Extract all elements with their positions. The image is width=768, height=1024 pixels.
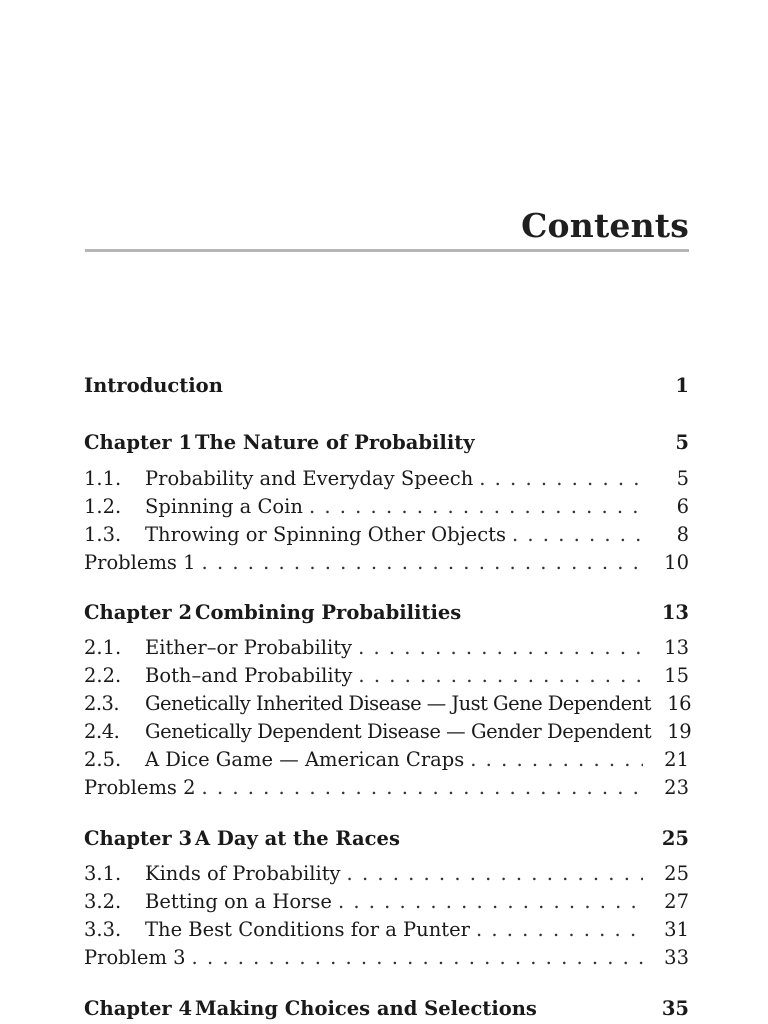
toc-section-2-2[interactable] [84, 664, 689, 690]
toc-problems-3[interactable] [84, 946, 689, 972]
dot-leader [470, 748, 643, 771]
chapter-label: Chapter 3 [84, 827, 193, 850]
dot-leader [358, 664, 643, 687]
problems-title: Problem 3 [84, 946, 186, 969]
chapter-title: Combining Probabilities [195, 601, 462, 624]
toc-chapter-4[interactable] [84, 997, 689, 1023]
section-title: Spinning a Coin [145, 495, 303, 518]
entry-page: 25 [664, 862, 689, 885]
toc-section-3-2[interactable] [84, 890, 689, 916]
entry-page: 8 [676, 523, 689, 546]
entry-page: 13 [664, 636, 689, 659]
section-number: 1.2. [84, 495, 122, 518]
entry-page: 5 [676, 467, 689, 490]
entry-page: 13 [661, 601, 689, 624]
section-title: Both–and Probability [145, 664, 353, 687]
section-title: Throwing or Spinning Other Objects [145, 523, 506, 546]
toc-section-3-3[interactable] [84, 918, 689, 944]
dot-leader [347, 862, 643, 885]
section-number: 1.3. [84, 523, 122, 546]
toc-problems-1[interactable] [84, 551, 689, 577]
toc-section-1-2[interactable] [84, 495, 689, 521]
entry-page: 5 [675, 431, 689, 454]
dot-leader [202, 551, 643, 574]
dot-leader [202, 776, 643, 799]
toc-problems-2[interactable] [84, 776, 689, 802]
section-number: 2.2. [84, 664, 122, 687]
chapter-title: Making Choices and Selections [195, 997, 537, 1020]
toc-chapter-1[interactable] [84, 431, 689, 457]
toc-section-3-1[interactable] [84, 862, 689, 888]
toc-section-1-1[interactable] [84, 467, 689, 493]
section-title: A Dice Game — American Craps [145, 748, 465, 771]
entry-page: 27 [664, 890, 689, 913]
entry-page: 25 [661, 827, 689, 850]
chapter-label: Chapter 2 [84, 601, 193, 624]
section-title: The Best Conditions for a Punter [145, 918, 470, 941]
toc-entry-introduction[interactable] [84, 374, 689, 400]
section-number: 2.5. [84, 748, 122, 771]
entry-title: Introduction [84, 374, 223, 397]
chapter-label: Chapter 1 [84, 431, 193, 454]
chapter-title: The Nature of Probability [195, 431, 475, 454]
entry-page: 23 [664, 776, 689, 799]
toc-section-2-5[interactable] [84, 748, 689, 774]
section-number: 3.1. [84, 862, 122, 885]
entry-page: 31 [664, 918, 689, 941]
problems-title: Problems 1 [84, 551, 196, 574]
section-number: 3.3. [84, 918, 122, 941]
problems-title: Problems 2 [84, 776, 196, 799]
toc-section-1-3[interactable] [84, 523, 689, 549]
dot-leader [476, 918, 643, 941]
toc-section-2-4[interactable] [84, 720, 692, 746]
entry-page: 33 [664, 946, 689, 969]
entry-page: 10 [664, 551, 689, 574]
section-title: Betting on a Horse [145, 890, 332, 913]
section-title: Genetically Dependent Disease — Gender Dependent [145, 720, 652, 743]
dot-leader [358, 636, 643, 659]
entry-page: 16 [667, 692, 691, 715]
section-number: 3.2. [84, 890, 122, 913]
section-title: Kinds of Probability [145, 862, 341, 885]
section-title: Either–or Probability [145, 636, 353, 659]
dot-leader [479, 467, 643, 490]
entry-page: 1 [675, 374, 689, 397]
dot-leader [338, 890, 643, 913]
toc-section-2-1[interactable] [84, 636, 689, 662]
section-title: Probability and Everyday Speech [145, 467, 474, 490]
section-number: 2.3. [84, 692, 120, 715]
section-number: 1.1. [84, 467, 122, 490]
entry-page: 6 [676, 495, 689, 518]
toc-chapter-3[interactable] [84, 827, 689, 853]
toc-chapter-2[interactable] [84, 601, 689, 627]
chapter-title: A Day at the Races [195, 827, 400, 850]
entry-page: 19 [667, 720, 692, 743]
chapter-label: Chapter 4 [84, 997, 193, 1020]
dot-leader [512, 523, 643, 546]
toc-section-2-3[interactable] [84, 692, 689, 718]
entry-page: 35 [661, 997, 689, 1020]
section-title: Genetically Inherited Disease — Just Gene Dependent [145, 692, 651, 715]
dot-leader [309, 495, 643, 518]
entry-page: 21 [664, 748, 689, 771]
dot-leader [192, 946, 643, 969]
page-title: Contents [521, 206, 689, 245]
section-number: 2.1. [84, 636, 122, 659]
title-rule [85, 249, 689, 252]
section-number: 2.4. [84, 720, 120, 743]
entry-page: 15 [664, 664, 689, 687]
